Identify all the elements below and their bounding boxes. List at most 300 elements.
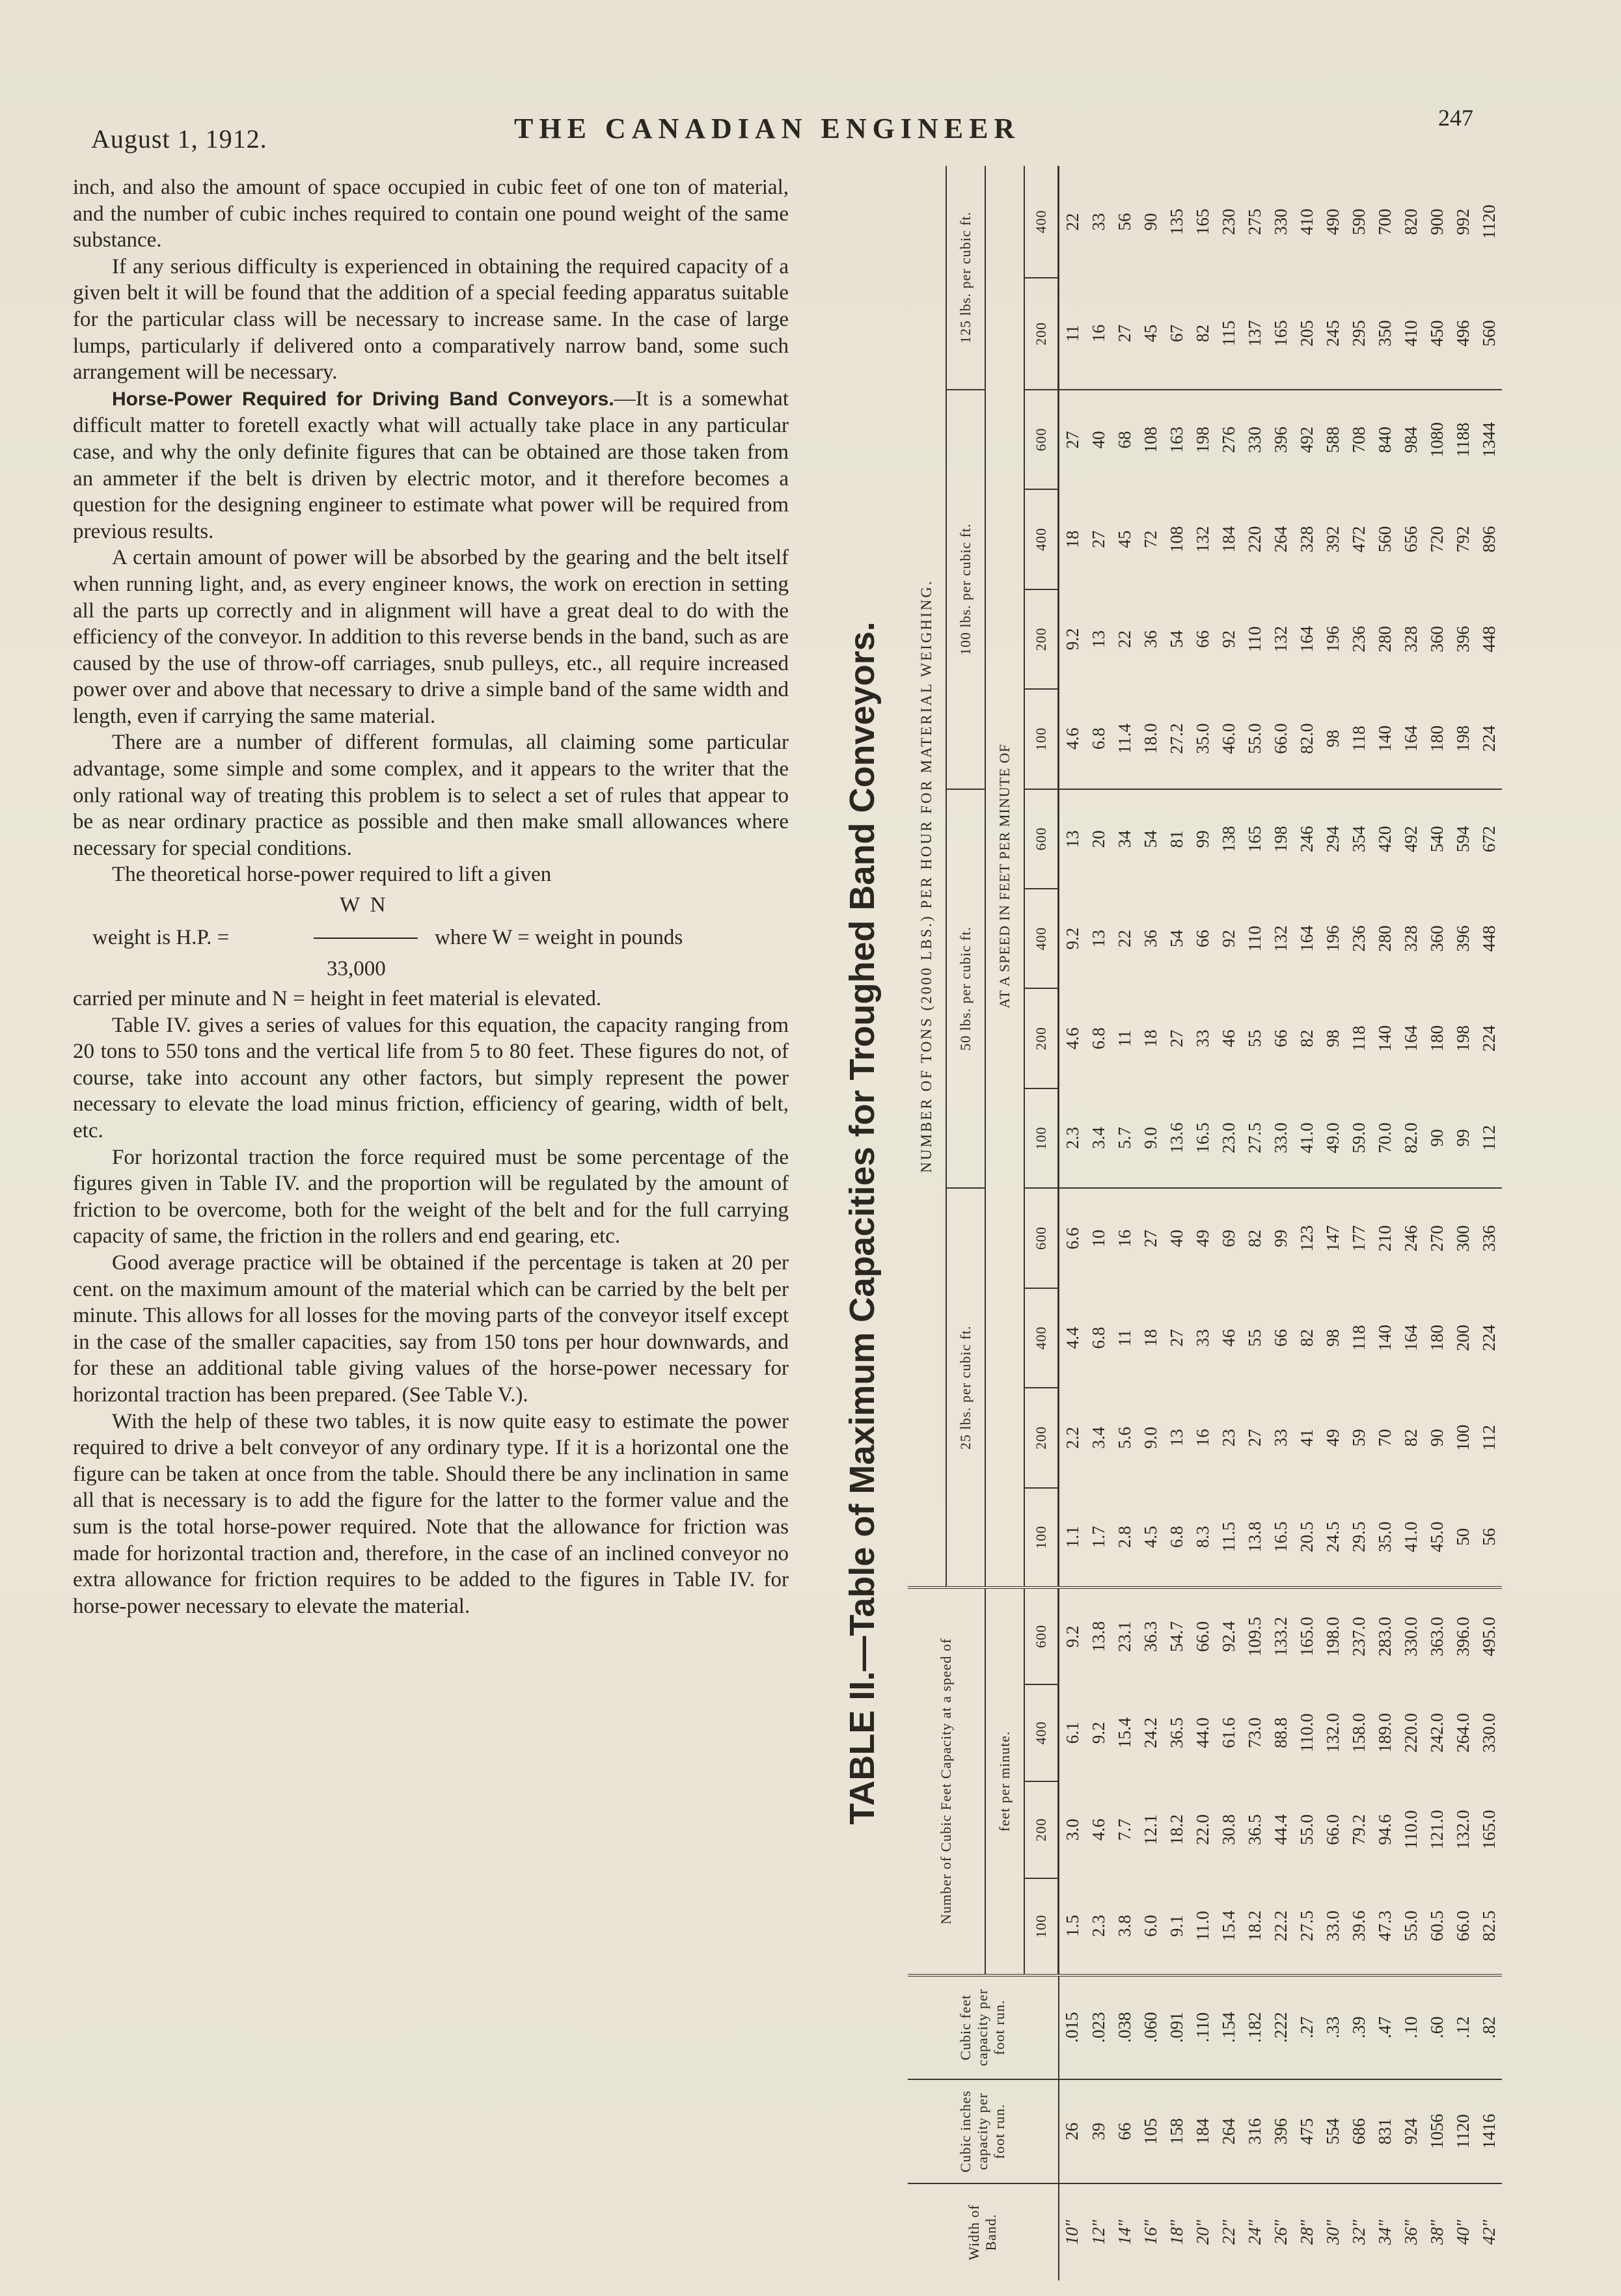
table-cell: 492 <box>1296 426 1316 453</box>
weight-header-50: 50 lbs. per cubic ft. <box>946 789 985 1189</box>
table-cell: 184 <box>1218 526 1238 553</box>
horsepower-formula <box>73 888 789 986</box>
unit-header: feet per minute. <box>985 1587 1024 1975</box>
col-header-cubic-feet: Cubic feet capacity per foot run. <box>908 1975 1059 2079</box>
speed-subheader: 200 <box>1024 1388 1059 1487</box>
table-cell: 24.2 <box>1140 1717 1160 1748</box>
speed-subheader: 600 <box>1024 1188 1059 1288</box>
table-cell: 132 <box>1270 626 1290 653</box>
table-cell: 110 <box>1244 626 1264 653</box>
table-cell: 165 <box>1244 826 1264 852</box>
table-cell: 22.2 <box>1268 1878 1294 1975</box>
speed-subheader: 200 <box>1024 1781 1059 1878</box>
table-cell: 121.0 <box>1426 1809 1447 1850</box>
table-cell: 198 <box>1450 689 1476 789</box>
table-cell: 27 <box>1244 1429 1264 1447</box>
table-cell: 59.0 <box>1346 1088 1372 1188</box>
table-cell: 66.0 <box>1192 1621 1212 1653</box>
table-cell: 44.4 <box>1270 1814 1290 1845</box>
table-cell: 9.0 <box>1137 1088 1164 1188</box>
table-cell: 6.8 <box>1088 1327 1108 1349</box>
speed-subheader: 400 <box>1024 889 1059 988</box>
table-cell: 82 <box>1244 1229 1264 1247</box>
table-cell: 82.5 <box>1476 1878 1502 1975</box>
table-cell: 33.0 <box>1268 1088 1294 1188</box>
table-cell: 316 <box>1242 2079 1268 2183</box>
table-cell: 46 <box>1218 1029 1238 1047</box>
table-cell: 98 <box>1322 1029 1342 1047</box>
table-cell: 44.0 <box>1192 1717 1212 1748</box>
table-cell: 336 <box>1478 1225 1499 1252</box>
table-cell: 198 <box>1270 826 1290 852</box>
table-cell: 8.3 <box>1190 1488 1216 1587</box>
table-cell: .091 <box>1164 1975 1190 2079</box>
table-cell: 54 <box>1166 630 1186 648</box>
table-cell: 16 <box>1192 1429 1212 1447</box>
table-cell: 792 <box>1452 526 1473 553</box>
table-cell: 700 <box>1374 208 1395 236</box>
table-cell: 47.3 <box>1372 1878 1398 1975</box>
table-cell: 6.8 <box>1085 689 1111 789</box>
table-cell: 330.0 <box>1478 1713 1499 1753</box>
table-row <box>1137 166 1164 2280</box>
table-cell: 189.0 <box>1374 1713 1395 1753</box>
table-cell: 1080 <box>1426 422 1447 457</box>
table-cell: 165 <box>1192 208 1212 236</box>
table-cell: 13 <box>1062 830 1082 848</box>
table-cell: 33 <box>1192 1329 1212 1347</box>
table-cell: 198.0 <box>1322 1617 1342 1656</box>
table-row <box>1216 166 1242 2280</box>
speed-subheader: 200 <box>1024 589 1059 689</box>
table-cell: 1188 <box>1452 422 1473 457</box>
table-cell: 140 <box>1374 1325 1395 1351</box>
table-cell: 164 <box>1296 925 1316 952</box>
table-cell: 55.0 <box>1398 1878 1424 1975</box>
table-cell: 5.7 <box>1111 1088 1137 1188</box>
table-cell: .015 <box>1059 1975 1086 2079</box>
table-cell: 198 <box>1452 1025 1473 1052</box>
table-cell: 22 <box>1114 930 1134 948</box>
table-cell: 24.5 <box>1320 1488 1346 1587</box>
table-cell: 36.3 <box>1140 1621 1160 1653</box>
table-cell: 992 <box>1452 208 1473 236</box>
table-cell: 4.5 <box>1137 1488 1164 1587</box>
table-cell: 34 <box>1114 830 1134 848</box>
table-cell: 4.6 <box>1062 1027 1082 1049</box>
table-cell: 210 <box>1374 1225 1395 1252</box>
table-cell: 66.0 <box>1322 1814 1342 1845</box>
table-cell: 110.0 <box>1296 1713 1316 1753</box>
table-cell: .023 <box>1085 1975 1111 2079</box>
speed-subheader: 100 <box>1024 1488 1059 1587</box>
table-cell: 23.1 <box>1114 1621 1134 1653</box>
table-cell: 720 <box>1426 526 1447 553</box>
table-cell: 6.6 <box>1062 1227 1082 1250</box>
table-row <box>1190 166 1216 2280</box>
table-cell: 112 <box>1476 1088 1502 1188</box>
table-cell: 108 <box>1140 426 1160 453</box>
table-cell: 132 <box>1192 526 1212 553</box>
table-cell: 164 <box>1296 626 1316 653</box>
table-cell: 450 <box>1424 278 1450 390</box>
table-cell: 230 <box>1218 208 1238 236</box>
table-row <box>1242 166 1268 2280</box>
table-cell: 29.5 <box>1346 1488 1372 1587</box>
table-row <box>1059 166 1086 2280</box>
table-title: TABLE II.—Table of Maximum Capacities for Troughed Band Conveyors. <box>843 621 882 1825</box>
table-cell: 98 <box>1322 1329 1342 1347</box>
table-cell: 133.2 <box>1270 1617 1290 1656</box>
table-cell: 110.0 <box>1400 1810 1421 1850</box>
table-cell: 7.7 <box>1114 1818 1134 1841</box>
table-cell: 224 <box>1478 1325 1499 1351</box>
table-cell: 15.4 <box>1216 1878 1242 1975</box>
table-cell: 105 <box>1137 2079 1164 2183</box>
speed-subheader: 100 <box>1024 1088 1059 1188</box>
table-cell: 11 <box>1059 278 1086 390</box>
table-cell: 560 <box>1476 278 1502 390</box>
table-cell: 54 <box>1140 830 1160 848</box>
table-cell: 66.0 <box>1268 689 1294 789</box>
table-cell: 9.2 <box>1062 1625 1082 1648</box>
table-cell: 22 <box>1062 213 1082 231</box>
table-cell: 2.2 <box>1062 1426 1082 1449</box>
table-cell: 396 <box>1452 626 1473 653</box>
table-cell: .222 <box>1268 1975 1294 2079</box>
table-cell: 138 <box>1218 826 1238 852</box>
table-cell: 18.0 <box>1137 689 1164 789</box>
table-cell: .27 <box>1294 1975 1320 2079</box>
paragraph: carried per minute and N = height in feet material is elevated. <box>73 987 602 1011</box>
table-cell: 35.0 <box>1190 689 1216 789</box>
table-cell: .12 <box>1450 1975 1476 2079</box>
table-cell: 9.2 <box>1062 927 1082 950</box>
table-cell: 180 <box>1426 1025 1447 1052</box>
table-cell: 55 <box>1244 1029 1264 1047</box>
weight-header-125: 125 lbs. per cubic ft. <box>946 166 985 390</box>
table-cell: 46.0 <box>1216 689 1242 789</box>
table-cell: 270 <box>1426 1225 1447 1252</box>
table-cell: 264 <box>1270 526 1290 553</box>
issue-date: August 1, 1912. <box>91 124 267 154</box>
table-cell: 224 <box>1478 1025 1499 1052</box>
table-cell: 46 <box>1218 1329 1238 1347</box>
table-cell: 360 <box>1426 626 1447 653</box>
table-cell: 115 <box>1216 278 1242 390</box>
table-cell: 1120 <box>1450 2079 1476 2183</box>
table-cell: 165.0 <box>1296 1617 1316 1656</box>
table-cell: 163 <box>1166 426 1186 453</box>
table-cell: 18.2 <box>1242 1878 1268 1975</box>
table-cell: 82.0 <box>1294 689 1320 789</box>
table-cell: 924 <box>1398 2079 1424 2183</box>
table-cell: 275 <box>1244 208 1264 236</box>
table-cell: 123 <box>1296 1225 1316 1252</box>
paragraph: If any serious difficulty is experienced in obtaining the required capacity of a given belt it will be found that the addition of a special feeding apparatus suitable for the particular class will be necessary to increase same. In the case of large lumps, particularly if delivered onto a comparatively narrow band, some such arrangement will be necessary. <box>73 254 789 385</box>
table-cell: 45 <box>1137 278 1164 390</box>
paragraph-text: —It is a somewhat difficult matter to foretell exactly what will actually take place in any particular case, and why the only definite figures that can be obtained are those taken from an ammeter if the belt is driven by electric motor, and it therefore becomes a question for the designing engineer to estimate what power will be required from previous results. <box>73 386 789 543</box>
table-cell: 73.0 <box>1244 1717 1264 1748</box>
table-cell: 27 <box>1062 431 1082 449</box>
table-cell: 200 <box>1452 1325 1473 1351</box>
table-cell: 9.0 <box>1140 1426 1160 1449</box>
table-cell: 11.0 <box>1190 1878 1216 1975</box>
table-cell: 354 <box>1348 826 1369 852</box>
table-cell: 36 <box>1140 630 1160 648</box>
table-cell: 39.6 <box>1346 1878 1372 1975</box>
speed-subheaders <box>1024 166 1059 2280</box>
table-row <box>1111 166 1137 2280</box>
table-cell: 1.5 <box>1059 1878 1086 1975</box>
weight-header-25: 25 lbs. per cubic ft. <box>946 1188 985 1587</box>
table-cell: 49 <box>1322 1429 1342 1447</box>
table-cell: 496 <box>1450 278 1476 390</box>
speed-subheader: 100 <box>1024 689 1059 789</box>
table-cell: 108 <box>1166 526 1186 553</box>
table-cell: 180 <box>1424 689 1450 789</box>
capacity-table-rotated <box>833 166 1549 2280</box>
table-cell: 33 <box>1192 1029 1212 1047</box>
section-subheading: Horse-Power Required for Driving Band Conveyors. <box>112 388 614 410</box>
table-cell: 27.2 <box>1164 689 1190 789</box>
table-cell: 66 <box>1270 1329 1290 1347</box>
table-cell: 41.0 <box>1294 1088 1320 1188</box>
table-cell: 147 <box>1322 1225 1342 1252</box>
table-cell: 5.6 <box>1114 1426 1134 1449</box>
table-cell: 205 <box>1294 278 1320 390</box>
table-cell: 66 <box>1270 1029 1290 1047</box>
table-cell: 560 <box>1374 526 1395 553</box>
table-cell: 840 <box>1374 426 1395 453</box>
table-row <box>1294 166 1320 2280</box>
band-width-cell: 28" <box>1296 2219 1316 2245</box>
table-cell: 280 <box>1374 626 1395 653</box>
table-cell: 237.0 <box>1348 1617 1369 1656</box>
table-cell: 20.5 <box>1294 1488 1320 1587</box>
table-cell: 72 <box>1140 530 1160 548</box>
table-cell: 66 <box>1111 2079 1137 2183</box>
table-cell: 3.8 <box>1111 1878 1137 1975</box>
table-cell: 330 <box>1270 208 1290 236</box>
table-cell: 420 <box>1374 826 1395 852</box>
table-cell: 1056 <box>1424 2079 1450 2183</box>
table-cell: 330 <box>1244 426 1264 453</box>
table-cell: 6.8 <box>1088 1027 1108 1049</box>
table-cell: 672 <box>1478 826 1499 852</box>
table-cell: 23 <box>1218 1429 1238 1447</box>
table-cell: 98 <box>1320 689 1346 789</box>
table-cell: 283.0 <box>1374 1617 1395 1656</box>
table-cell: 99 <box>1192 830 1212 848</box>
group-header-cubic-capacity: Number of Cubic Feet Capacity at a speed of <box>908 1587 985 1975</box>
table-row <box>1268 166 1294 2280</box>
formula-right: where W = weight in pounds <box>435 926 683 950</box>
table-cell: 896 <box>1478 526 1499 553</box>
table-cell: 27 <box>1111 278 1137 390</box>
speed-subheader: 200 <box>1024 988 1059 1088</box>
table-cell: 328 <box>1296 526 1316 553</box>
table-cell: 90 <box>1426 1429 1447 1447</box>
table-cell: 590 <box>1348 208 1369 236</box>
table-cell: 69 <box>1218 1229 1238 1247</box>
group-header-tons: NUMBER OF TONS (2000 LBS.) PER HOUR FOR MATERIAL WEIGHING. <box>908 166 946 1587</box>
table-row <box>1398 166 1424 2280</box>
table-cell: 140 <box>1372 689 1398 789</box>
table-cell: 66 <box>1192 930 1212 948</box>
fraction-bar <box>314 938 418 939</box>
table-cell: 6.1 <box>1062 1722 1082 1744</box>
table-cell: 55.0 <box>1296 1814 1316 1845</box>
table-cell: 12.1 <box>1140 1814 1160 1845</box>
table-cell: 20 <box>1088 830 1108 848</box>
table-cell: 1.1 <box>1059 1488 1086 1587</box>
table-cell: 220 <box>1244 526 1264 553</box>
table-cell: 92 <box>1218 930 1238 948</box>
speed-subheader: 400 <box>1024 1288 1059 1388</box>
table-cell: 18 <box>1140 1329 1160 1347</box>
table-cell: 54 <box>1166 930 1186 948</box>
table-cell: 350 <box>1372 278 1398 390</box>
table-cell: 109.5 <box>1244 1617 1264 1656</box>
table-cell: 66 <box>1192 630 1212 648</box>
table-cell: 55 <box>1244 1329 1264 1347</box>
table-row <box>1085 166 1111 2280</box>
table-cell: 16.5 <box>1268 1488 1294 1587</box>
table-cell: 16 <box>1114 1229 1134 1247</box>
table-cell: 330.0 <box>1400 1617 1421 1656</box>
table-cell: 13.6 <box>1164 1088 1190 1188</box>
table-cell: 236 <box>1348 626 1369 653</box>
table-cell: .038 <box>1111 1975 1137 2079</box>
table-cell: 246 <box>1400 1225 1421 1252</box>
table-cell: 475 <box>1294 2079 1320 2183</box>
table-cell: 88.8 <box>1270 1717 1290 1748</box>
table-cell: 540 <box>1426 826 1447 852</box>
speed-header: AT A SPEED IN FEET PER MINUTE OF <box>985 166 1024 1587</box>
paragraph: There are a number of different formulas, all claiming some particular advantage, some simple and some complex, and it appears to the writer that the only rational way of treating this problem is to select a set of rules that appear to be as near ordinary practice as possible and then make small allowances where necessary for special conditions. <box>73 731 789 860</box>
table-cell: 396 <box>1268 2079 1294 2183</box>
band-width-cell: 32" <box>1348 2219 1369 2245</box>
band-width-cell: 20" <box>1192 2219 1212 2245</box>
table-cell: 196 <box>1322 626 1342 653</box>
table-cell: 118 <box>1346 689 1372 789</box>
table-cell: 100 <box>1452 1424 1473 1452</box>
table-cell: 13 <box>1088 930 1108 948</box>
table-cell: 132 <box>1270 925 1290 952</box>
table-cell: 82 <box>1296 1029 1316 1047</box>
paragraph <box>73 386 789 545</box>
table-cell: 135 <box>1166 208 1186 236</box>
table-row <box>1450 166 1476 2280</box>
paragraph: A certain amount of power will be absorbed by the gearing and the belt itself when running light, and, as every engineer knows, the work on erection in setting all the parts up correctly and in alignment will have a great deal to do with the efficiency of the conveyor. In addition to this reverse bends in the band, such as are caused by the use of throw-off carriages, snub pulleys, etc., all require increased power over and above that necessary to drive a simple band of the same width and length, even if carrying the same material. <box>73 546 789 728</box>
table-cell: 40 <box>1166 1229 1186 1247</box>
table-cell: 164 <box>1398 689 1424 789</box>
table-cell: 82 <box>1190 278 1216 390</box>
table-cell: 180 <box>1426 1325 1447 1351</box>
table-cell: 45 <box>1114 530 1134 548</box>
table-cell: 18 <box>1062 530 1082 548</box>
table-cell: 56 <box>1476 1488 1502 1587</box>
table-row <box>1476 166 1502 2280</box>
formula-denominator: 33,000 <box>327 957 386 981</box>
table-cell: 79.2 <box>1348 1814 1369 1845</box>
table-cell: 184 <box>1190 2079 1216 2183</box>
table-cell: 22.0 <box>1192 1814 1212 1845</box>
table-cell: 59 <box>1348 1429 1369 1447</box>
table-cell: 23.0 <box>1216 1088 1242 1188</box>
table-cell: 35.0 <box>1372 1488 1398 1587</box>
table-cell: 92 <box>1218 630 1238 648</box>
table-cell: 70 <box>1374 1429 1395 1447</box>
table-cell: 328 <box>1400 925 1421 952</box>
band-width-cell: 10" <box>1062 2219 1082 2245</box>
table-cell: 56 <box>1114 213 1134 231</box>
table-cell: 11.4 <box>1111 689 1137 789</box>
table-cell: 831 <box>1372 2079 1398 2183</box>
table-cell: 246 <box>1296 826 1316 852</box>
speed-subheader: 400 <box>1024 1684 1059 1781</box>
table-cell: 3.4 <box>1088 1426 1108 1449</box>
table-cell: 554 <box>1320 2079 1346 2183</box>
table-cell: 177 <box>1348 1225 1369 1252</box>
table-cell: 4.6 <box>1059 689 1086 789</box>
formula-left: weight is H.P. = <box>92 926 230 950</box>
table-cell: 54.7 <box>1166 1621 1186 1653</box>
table-cell: 328 <box>1400 626 1421 653</box>
table-cell: 60.5 <box>1424 1878 1450 1975</box>
band-width-cell: 36" <box>1400 2219 1421 2245</box>
table-cell: 94.6 <box>1374 1814 1395 1845</box>
table-cell: 158.0 <box>1348 1713 1369 1753</box>
table-row <box>1424 166 1450 2280</box>
table-cell: 55.0 <box>1242 689 1268 789</box>
table-cell: 410 <box>1398 278 1424 390</box>
band-width-cell: 18" <box>1166 2219 1186 2245</box>
table-cell: 118 <box>1348 1325 1369 1351</box>
table-cell: 11 <box>1114 1030 1134 1047</box>
table-cell: 4.4 <box>1062 1327 1082 1349</box>
band-width-cell: 40" <box>1452 2219 1473 2245</box>
table-cell: 900 <box>1426 208 1447 236</box>
journal-title: THE CANADIAN ENGINEER <box>514 113 1021 144</box>
table-cell: .060 <box>1137 1975 1164 2079</box>
table-cell: 490 <box>1322 208 1342 236</box>
table-cell: .82 <box>1476 1975 1502 2079</box>
table-cell: 22 <box>1114 630 1134 648</box>
table-row <box>1372 166 1398 2280</box>
table-cell: 15.4 <box>1114 1717 1134 1748</box>
formula-numerator: W N <box>340 893 388 917</box>
table-cell: 11 <box>1114 1329 1134 1347</box>
table-cell: 66.0 <box>1450 1878 1476 1975</box>
table-cell: 82 <box>1400 1429 1421 1447</box>
table-cell: 16 <box>1085 278 1111 390</box>
table-row <box>1346 166 1372 2280</box>
table-cell: 27 <box>1140 1229 1160 1247</box>
table-cell: 594 <box>1452 826 1473 852</box>
table-cell: 396 <box>1452 925 1473 952</box>
table-cell: 3.4 <box>1085 1088 1111 1188</box>
table-cell: 2.8 <box>1111 1488 1137 1587</box>
table-cell: 820 <box>1400 208 1421 236</box>
table-cell: 363.0 <box>1426 1617 1447 1656</box>
speed-subheader: 600 <box>1024 789 1059 889</box>
table-cell: 9.2 <box>1088 1722 1108 1744</box>
table-cell: 4.6 <box>1088 1818 1108 1841</box>
table-cell: 396.0 <box>1452 1617 1473 1656</box>
table-cell: 81 <box>1166 830 1186 848</box>
